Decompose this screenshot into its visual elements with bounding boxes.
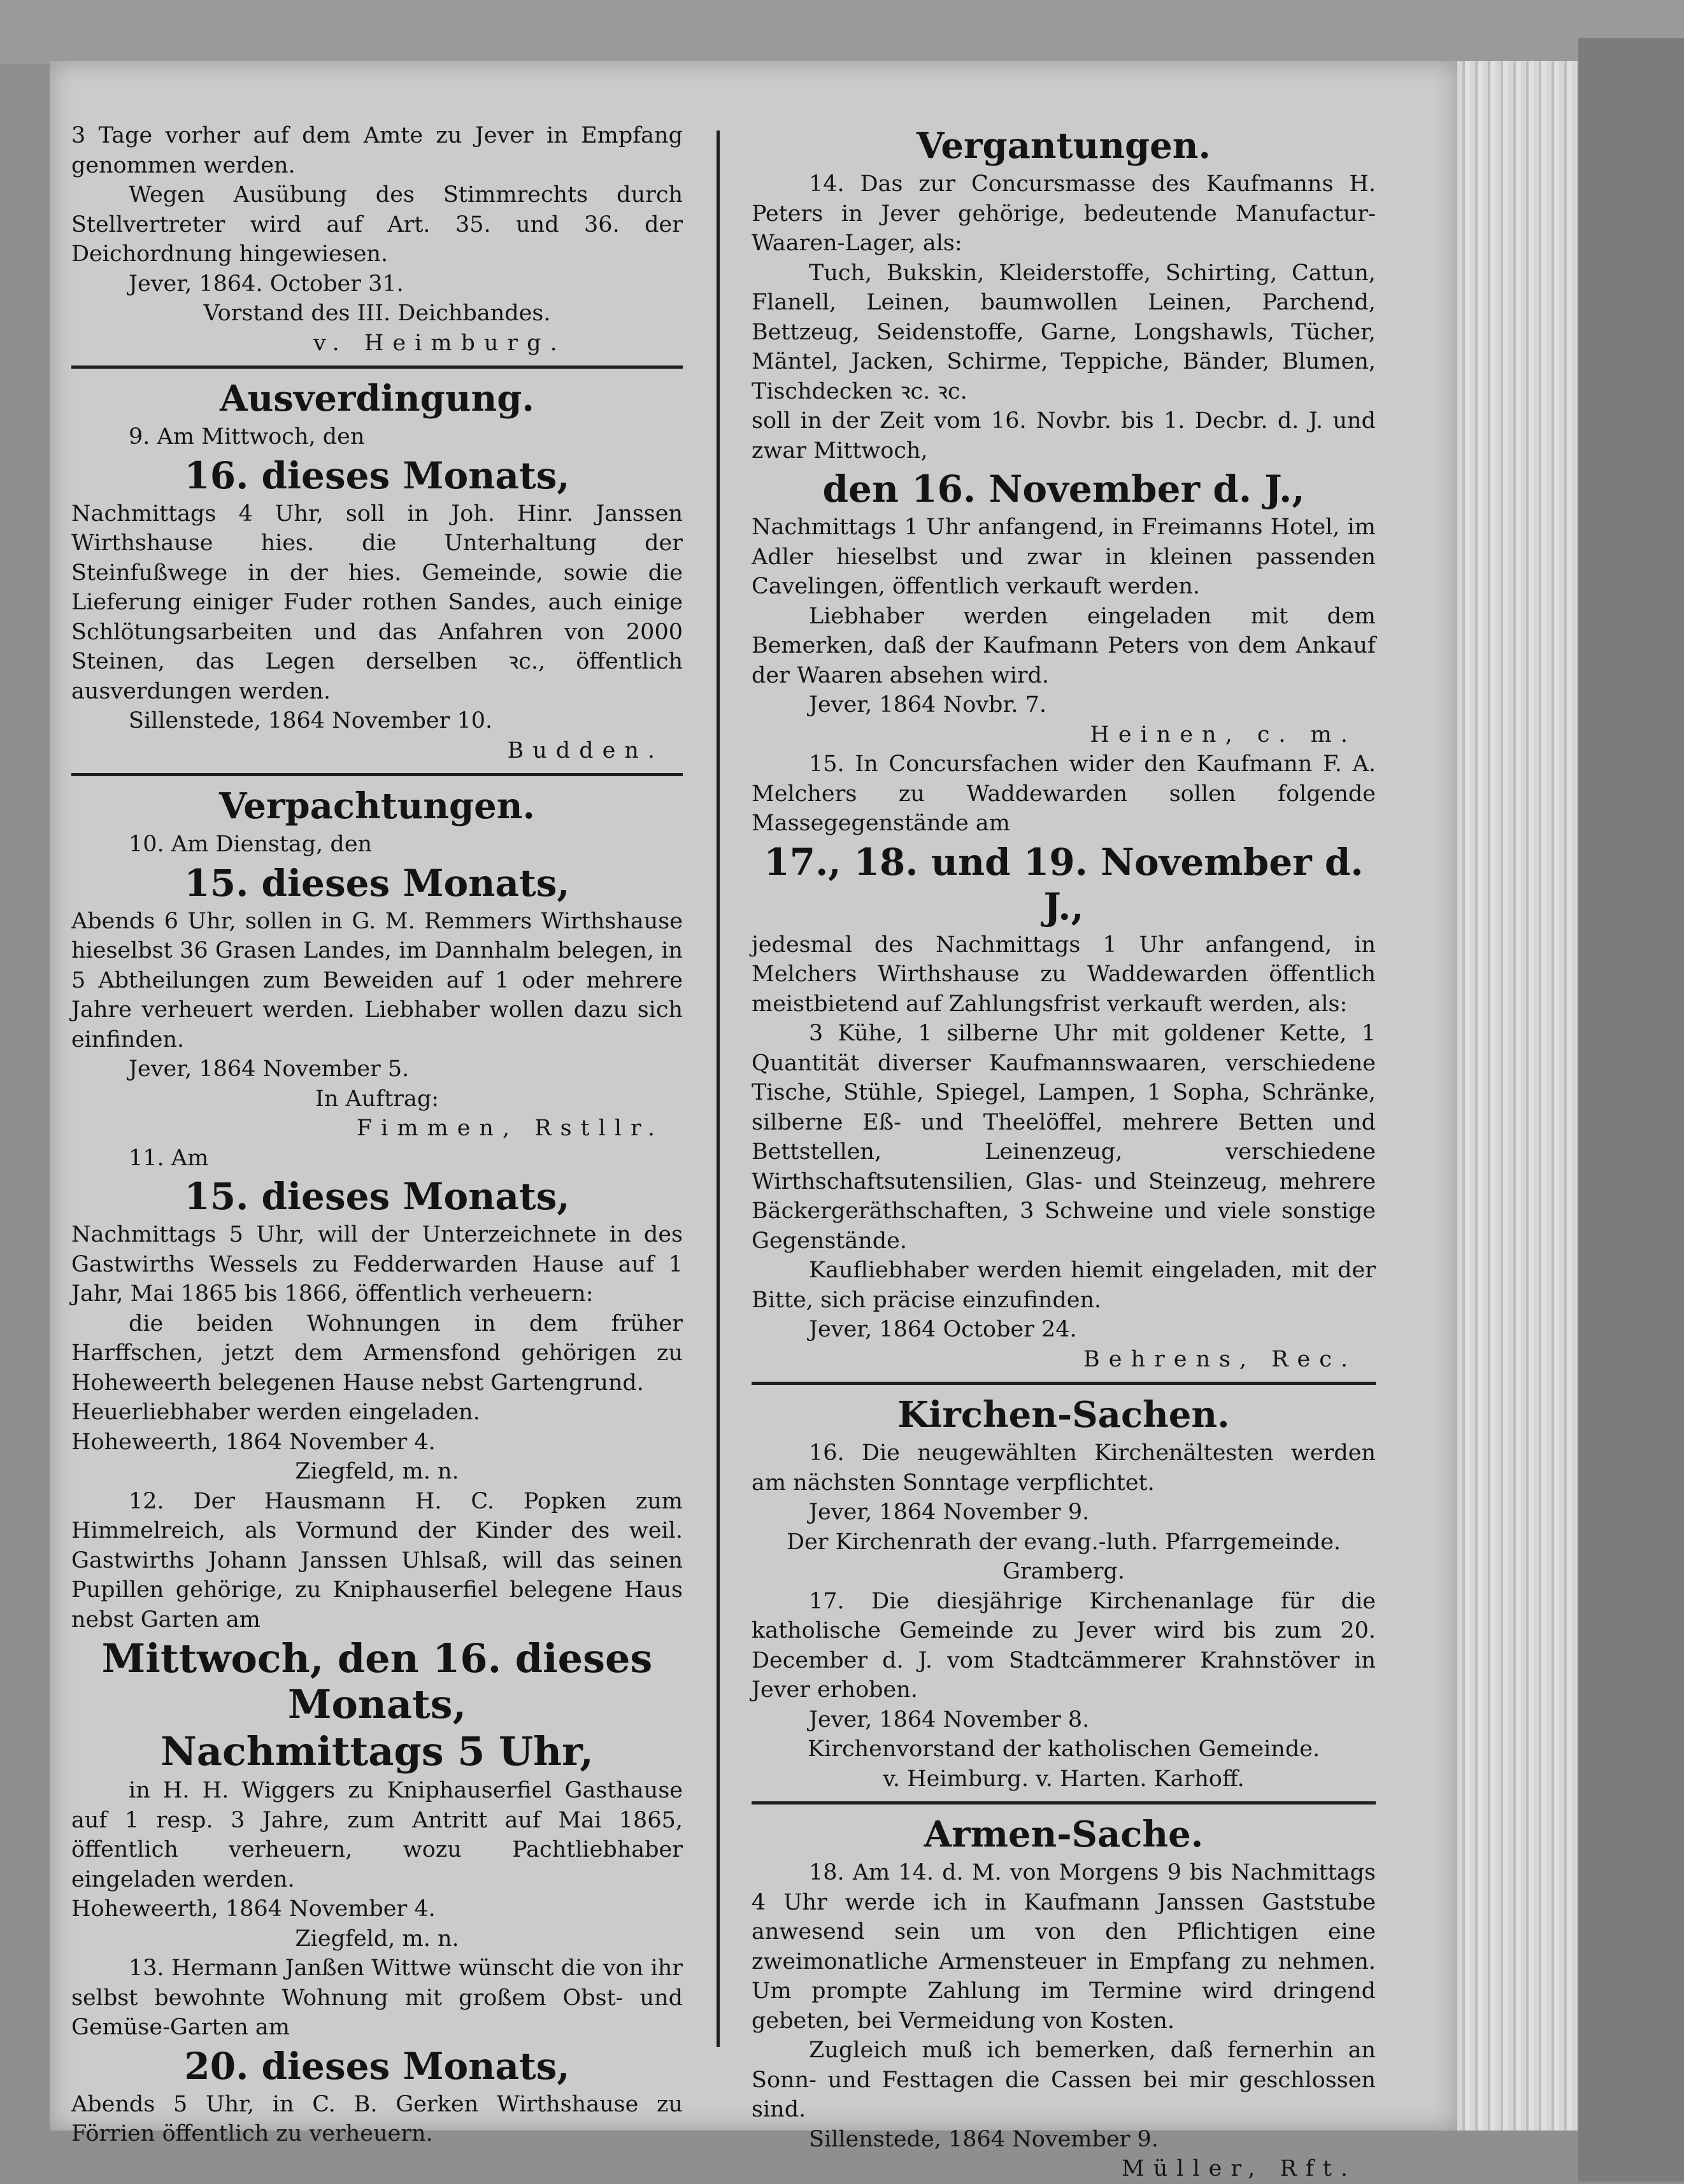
paragraph: Jever, 1864 November 8.: [809, 1706, 1090, 1733]
text-line: Nachmittags 4 Uhr, soll in Joh. Hinr. Janssen Wirthshause hies. die Unterhaltung der Steinfußwege in der hies. Gemeinde, sowie die Lieferung einiger Fuder rothen Sandes, auch einige Schlötungsarbeiten und das Anfahren von 2000 Steinen, das Legen derselben ꝛc., öffentlich ausverdungen werden.: [71, 500, 683, 704]
paragraph: 3 Kühe, 1 silberne Uhr mit goldener Kette, 1 Quantität diverser Kaufmannswaaren, verschiedene Tische, Stühle, Spiegel, Lampen, 1 Sopha, Schränke, silberne Eß- und Theelöffel, mehrere Betten und Bettstellen, Leinenzeug, verschiedene Wirthschaftsutensilien, Glas- und Steinzeug, mehrere Bäckergeräthschaften, 3 Schweine und viele sonstige Gegenstände.: [752, 1021, 1376, 1254]
text-line: Heuerliebhaber werden eingeladen.: [71, 1400, 480, 1425]
paragraph: Jever, 1864 October 24.: [809, 1317, 1077, 1342]
paragraph: Sillenstede, 1864 November 9.: [809, 2126, 1159, 2152]
centered-line: Gramberg.: [1002, 1559, 1125, 1584]
paragraph: 11. Am: [129, 1145, 209, 1171]
paragraph: Wegen Ausübung des Stimmrechts durch Stellvertreter wird auf Art. 35. und 36. der Deichordnung hingewiesen.: [71, 182, 683, 267]
paragraph: Jever, 1864 November 5.: [129, 1056, 410, 1082]
paragraph: 15. In Concursfachen wider den Kaufmann F. A. Melchers zu Waddewarden sollen folgende Massegegenstände am: [752, 751, 1376, 836]
date-banner: 15. dieses Monats,: [184, 861, 570, 905]
paragraph: 14. Das zur Concursmasse des Kaufmanns H. Peters in Jever gehörige, bedeutende Manufactur-Waaren-Lager, als:: [752, 171, 1376, 256]
section-rule: [71, 773, 683, 776]
date-banner: Nachmittags 5 Uhr,: [161, 1728, 594, 1775]
paragraph: in H. H. Wiggers zu Kniphauserfiel Gasthause auf 1 resp. 3 Jahre, zum Antritt auf Mai 1865, öffentlich verheuern, wozu Pachtliebhaber eingeladen werden.: [71, 1778, 683, 1892]
date-banner: 20. dieses Monats,: [184, 2044, 570, 2088]
section-heading: Kirchen-Sachen.: [897, 1394, 1230, 1436]
signature: Behrens, Rec.: [1083, 1346, 1357, 1372]
text-line: Abends 5 Uhr, in C. B. Gerken Wirthshause zu Förrien öffentlich zu verheuern.: [71, 2091, 683, 2146]
section-rule: [752, 1801, 1376, 1805]
section-heading: Vergantungen.: [917, 125, 1211, 167]
paragraph: Zugleich muß ich bemerken, daß fernerhin an Sonn- und Festtagen die Cassen bei mir geschlossen sind.: [752, 2038, 1376, 2122]
right-column: [752, 121, 1376, 2184]
section-heading: Armen-Sache.: [924, 1813, 1204, 1855]
paragraph: Sillenstede, 1864 November 10.: [129, 708, 493, 734]
signature: Heinen, c. m.: [1090, 721, 1357, 748]
paragraph: 18. Am 14. d. M. von Morgens 9 bis Nachmittags 4 Uhr werde ich in Kaufmann Janssen Gaststube anwesend sein um von den Pflichtigen eine zweimonatliche Armensteuer in Empfang zu nehmen. Um prompte Zahlung im Termine wird dringend gebeten, bei Vermeidung von Kosten.: [752, 1860, 1376, 2034]
paragraph: Tuch, Bukskin, Kleiderstoffe, Schirting, Cattun, Flanell, Leinen, baumwollen Leinen, Parchend, Bettzeug, Seidenstoffe, Garne, Longshawls, Tücher, Mäntel, Jacken, Schirme, Teppiche, Bänder, Blumen, Tischdecken ꝛc. ꝛc.: [752, 260, 1376, 404]
section-rule: [71, 365, 683, 369]
signature: v. Heimburg.: [313, 330, 566, 356]
centered-line: Vorstand des III. Deichbandes.: [203, 301, 551, 326]
text-line: soll in der Zeit vom 16. Novbr. bis 1. Decbr. d. J. und zwar Mittwoch,: [752, 408, 1376, 464]
paragraph: Jever, 1864. October 31.: [129, 271, 404, 297]
text-line: Hoheweerth, 1864 November 4.: [71, 1896, 436, 1922]
paragraph: 16. Die neugewählten Kirchenältesten werden am nächsten Sonntage verpflichtet.: [752, 1440, 1376, 1496]
paragraph: Kaufliebhaber werden hiemit eingeladen, mit der Bitte, sich präcise einzufinden.: [752, 1258, 1376, 1313]
column-divider: [717, 131, 720, 2047]
paragraph: 10. Am Dienstag, den: [129, 832, 373, 857]
paragraph: Jever, 1864 November 9.: [809, 1500, 1090, 1525]
centered-line: v. Heimburg. v. Harten. Karhoff.: [883, 1766, 1245, 1792]
paragraph: 13. Hermann Janßen Wittwe wünscht die von ihr selbst bewohnte Wohnung mit großem Obst- und Gemüse-Garten am: [71, 1955, 683, 2040]
date-banner: 16. dieses Monats,: [184, 453, 570, 497]
centered-line: Ziegfeld, m. n.: [295, 1459, 459, 1484]
paragraph: 9. Am Mittwoch, den: [129, 424, 365, 450]
paragraph: 12. Der Hausmann H. C. Popken zum Himmelreich, als Vormund der Kinder des weil. Gastwirths Johann Janssen Uhlsaß, will das seinen Pupillen gehörige, zu Kniphauserfiel belegene Haus nebst Garten am: [71, 1488, 683, 1633]
book-cover-shadow: [1578, 38, 1684, 2181]
centered-line: Der Kirchenrath der evang.-luth. Pfarrgemeinde.: [786, 1529, 1341, 1555]
signature: Fimmen, Rstllr.: [356, 1116, 664, 1141]
date-banner: 17., 18. und 19. November d. J.,: [764, 840, 1364, 928]
text-line: Nachmittags 1 Uhr anfangend, in Freimanns Hotel, im Adler hieselbst und zwar in kleinen passenden Cavelingen, öffentlich verkauft werden.: [752, 514, 1376, 599]
paragraph: 17. Die diesjährige Kirchenanlage für die katholische Gemeinde zu Jever wird bis zum 20. December d. J. vom Stadtcämmerer Krahnstöver in Jever erhoben.: [752, 1588, 1376, 1703]
section-heading: Ausverdingung.: [220, 378, 534, 420]
paragraph: die beiden Wohnungen in dem früher Harffschen, jetzt dem Armensfond gehörigen zu Hoheweerth belegenen Hause nebst Gartengrund.: [71, 1310, 683, 1396]
centered-line: Kirchenvorstand der katholischen Gemeinde.: [807, 1736, 1320, 1762]
date-banner: 15. dieses Monats,: [184, 1175, 570, 1218]
date-banner: den 16. November d. J.,: [822, 467, 1305, 511]
centered-line: In Auftrag:: [315, 1086, 439, 1112]
left-column: [71, 121, 683, 2149]
paragraph: Liebhaber werden eingeladen mit dem Bemerken, daß der Kaufmann Peters von dem Ankauf der Waaren absehen wird.: [752, 603, 1376, 688]
signature: Müller, Rft.: [1121, 2156, 1357, 2181]
section-heading: Verpachtungen.: [219, 785, 535, 827]
text-line: Hoheweerth, 1864 November 4.: [71, 1429, 436, 1455]
section-rule: [752, 1382, 1376, 1385]
text-line: 3 Tage vorher auf dem Amte zu Jever in Empfang genommen werden.: [71, 123, 683, 178]
text-line: Abends 6 Uhr, sollen in G. M. Remmers Wirthshause hieselbst 36 Grasen Landes, im Dannhalm belegen, in 5 Abtheilungen zum Beweiden auf 1 oder mehrere Jahre verheuert werden. Liebhaber wollen dazu sich einfinden.: [71, 908, 683, 1053]
page-edges: [1457, 61, 1578, 2131]
text-line: jedesmal des Nachmittags 1 Uhr anfangend, in Melchers Wirthshause zu Waddewarden öffentlich meistbietend auf Zahlungsfrist verkauft werden, als:: [752, 932, 1376, 1017]
date-banner: Mittwoch, den 16. dieses Monats,: [101, 1635, 653, 1727]
text-line: Nachmittags 5 Uhr, will der Unterzeichnete in des Gastwirths Wessels zu Fedderwarden Hause auf 1 Jahr, Mai 1865 bis 1866, öffentlich verheuern:: [71, 1222, 683, 1307]
paragraph: Jever, 1864 Novbr. 7.: [809, 692, 1046, 718]
centered-line: Ziegfeld, m. n.: [295, 1925, 459, 1952]
signature: Budden.: [507, 737, 664, 763]
book-spine: [0, 0, 1684, 64]
